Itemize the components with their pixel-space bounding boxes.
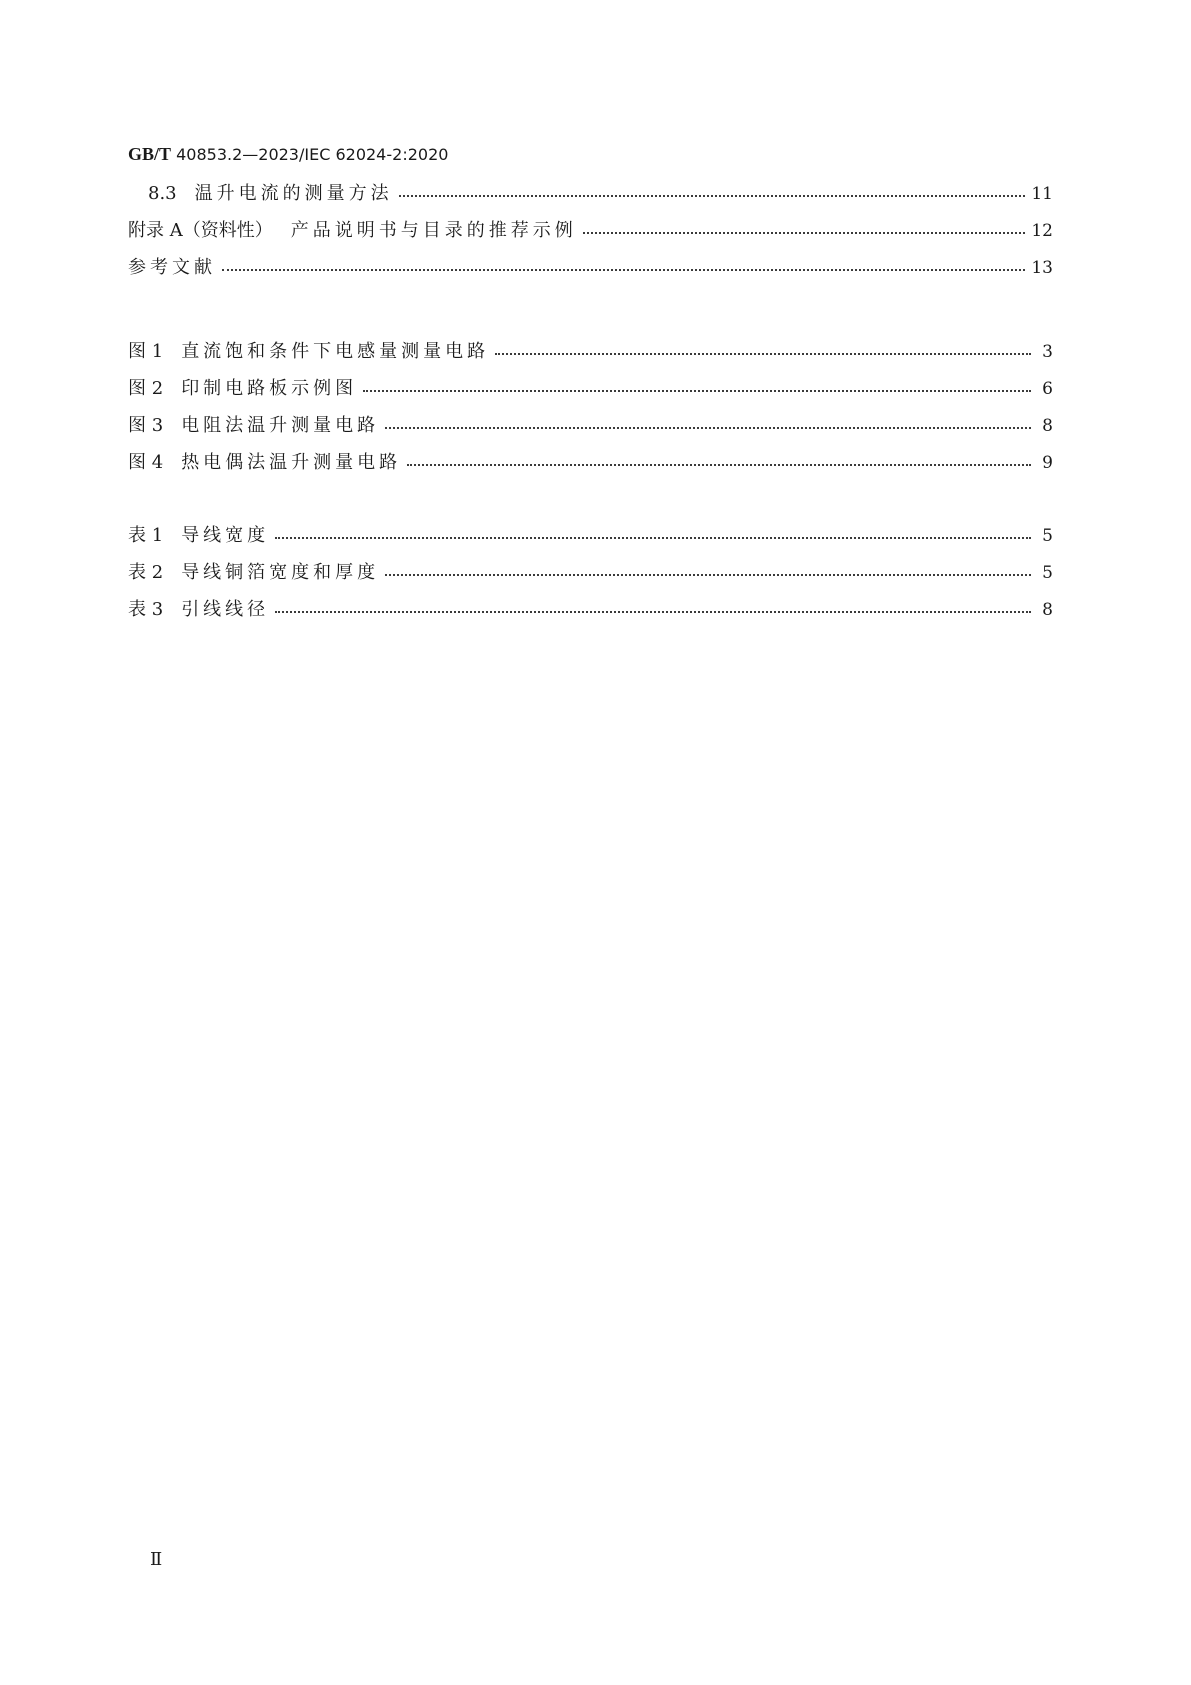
toc-entry-page: 5 [1042,563,1053,583]
toc-entry[interactable] [128,414,1053,451]
toc-sections [128,182,1053,293]
toc-entry-title: 温升电流的测量方法 [194,183,393,204]
toc-entry-number: 表 1 [128,525,164,546]
toc-entry[interactable] [128,182,1053,219]
toc-entry-title: 引线线径 [181,599,270,620]
toc-entry-page: 9 [1042,453,1053,473]
toc-entry-title: 电阻法温升测量电路 [181,415,380,436]
toc-entry-label [128,340,489,364]
toc-entry-page: 13 [1031,258,1053,278]
toc-entry-number: 附录 A（资料性） [128,220,273,241]
dot-leader [363,380,1031,394]
dot-leader [583,222,1026,236]
document-header [128,142,448,167]
toc-entry-number: 8.3 [148,183,177,204]
toc-entry-label [128,182,393,206]
toc-entry-label [128,561,379,585]
dot-leader [275,601,1031,615]
toc-entry-page: 3 [1042,342,1053,362]
standard-code-number: 40853.2—2023/IEC 62024-2:2020 [171,145,449,164]
toc-entry[interactable] [128,377,1053,414]
toc-entry-page: 5 [1042,526,1053,546]
dot-leader [385,417,1031,431]
toc-entry-title: 热电偶法温升测量电路 [181,452,402,473]
toc-entry[interactable] [128,451,1053,488]
dot-leader [385,564,1031,578]
toc-entry-label [128,524,269,548]
toc-entry[interactable] [128,598,1053,635]
dot-leader [222,259,1025,273]
toc-entry-label [128,414,379,438]
toc-entry-page: 12 [1031,221,1053,241]
toc-entry-label [128,377,357,401]
toc-entry[interactable] [128,340,1053,377]
toc-entry-title: 印制电路板示例图 [181,378,358,399]
dot-leader [275,527,1031,541]
toc-entry-label [128,219,577,243]
toc-entry-title: 参考文献 [128,257,216,278]
toc-entry-title: 产品说明书与目录的推荐示例 [290,220,577,241]
toc-entry-page: 8 [1042,600,1053,620]
toc-figures [128,340,1053,488]
toc-entry[interactable] [128,561,1053,598]
standard-code-prefix: GB/T [128,144,172,164]
toc-entry[interactable] [128,524,1053,561]
toc-entry-label [128,598,269,622]
toc-entry-number: 图 2 [128,378,164,399]
toc-entry[interactable] [128,256,1053,293]
toc-entry-page: 11 [1031,184,1053,204]
toc-entry-page: 8 [1042,416,1053,436]
toc-entry-title: 导线铜箔宽度和厚度 [181,562,380,583]
toc-entry[interactable] [128,219,1053,256]
page-number: Ⅱ [150,1549,163,1570]
toc-entry-page: 6 [1042,379,1053,399]
toc-entry-number: 图 3 [128,415,164,436]
dot-leader [399,185,1026,199]
dot-leader [495,343,1031,357]
toc-entry-title: 直流饱和条件下电感量测量电路 [181,341,490,362]
toc-entry-label [128,256,216,280]
toc-entry-label [128,451,401,475]
toc-entry-number: 图 1 [128,341,164,362]
dot-leader [407,454,1031,468]
toc-entry-number: 表 2 [128,562,164,583]
toc-entry-number: 表 3 [128,599,164,620]
toc-tables [128,524,1053,635]
toc-entry-number: 图 4 [128,452,164,473]
toc-entry-title: 导线宽度 [181,525,270,546]
